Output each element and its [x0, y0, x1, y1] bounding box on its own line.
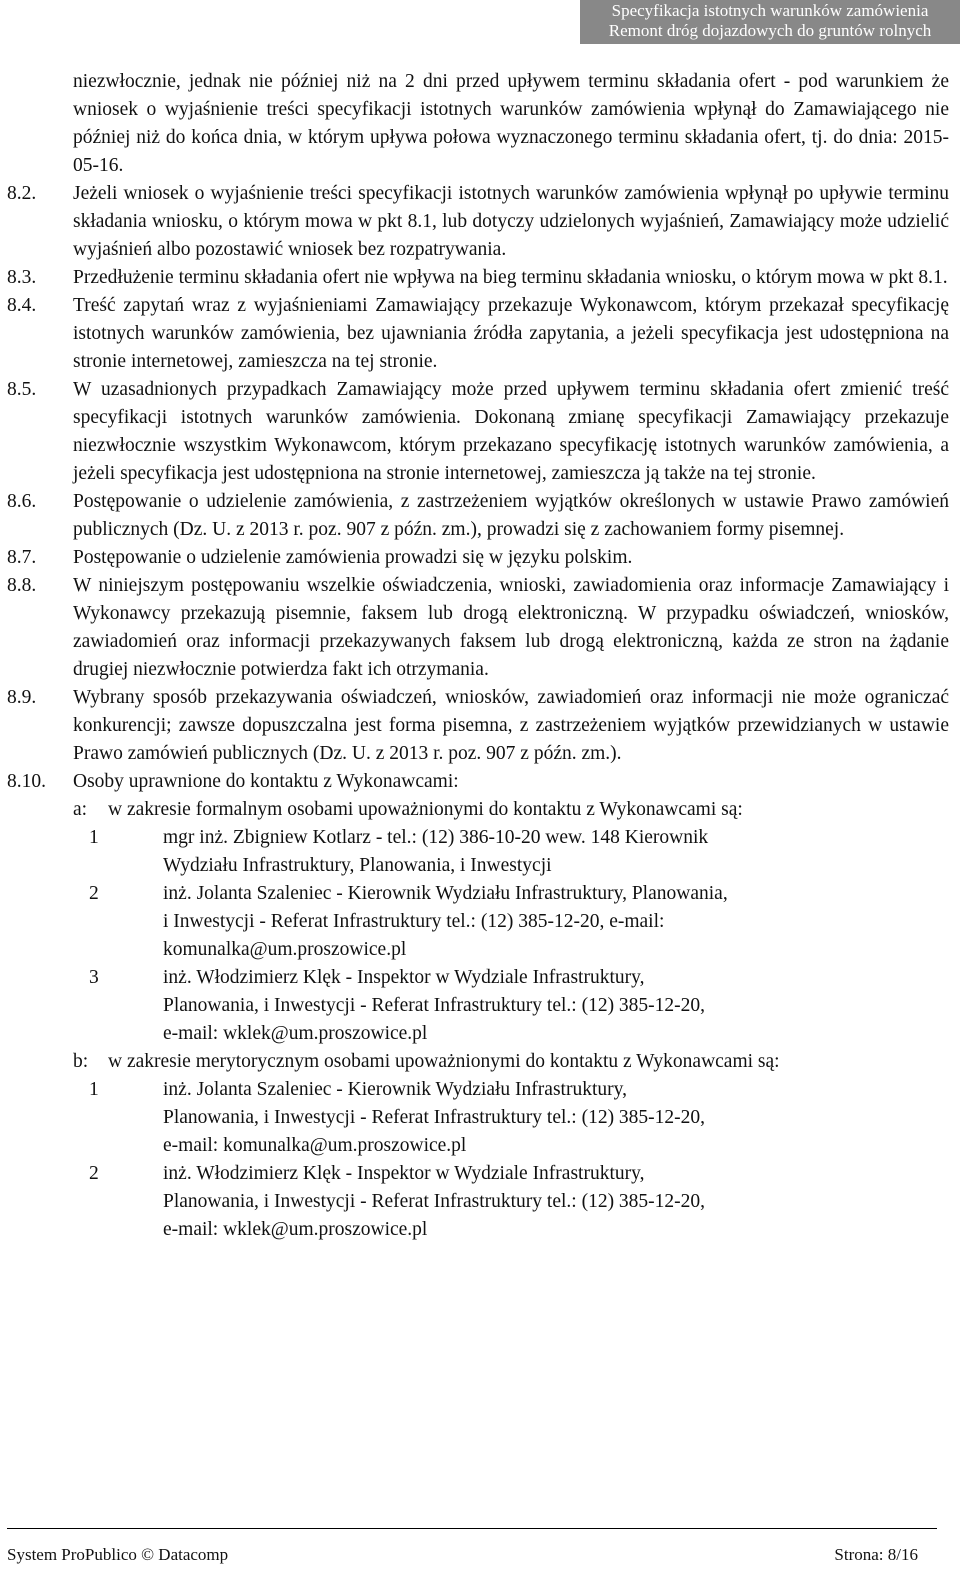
- item-8-7: [0, 544, 949, 572]
- item-8-9: [0, 684, 949, 768]
- item-number: 8.9.: [7, 687, 37, 708]
- item-number: 8.10.: [7, 771, 46, 792]
- continuation-paragraph: niezwłocznie, jednak nie później niż na 2 dni przed upływem terminu składania ofert - pod warunkiem że wniosek o wyjaśnienie treści specyfikacji istotnych warunków zamówienia wpłynął do Zamawiającego nie później niż do końca dnia, w którym upływa połowa wyznaczonego terminu składania ofert, tj. do dnia: 2015-05-16.: [73, 71, 949, 176]
- item-text: Wybrany sposób przekazywania oświadczeń, wniosków, zawiadomień oraz informacji nie może ograniczać konkurencji; zawsze dopuszczalna jest forma pisemna, z zastrzeżeniem wyjątków przewidzianych w ustawie Prawo zamówień publicznych (Dz. U. z 2013 r. poz. 907 z późn. zm.).: [73, 687, 949, 764]
- subsection-letter: b:: [73, 1051, 89, 1072]
- header-subtitle: Remont dróg dojazdowych do gruntów rolnych: [608, 21, 932, 40]
- item-8-3: [0, 264, 949, 292]
- item-text: Treść zapytań wraz z wyjaśnieniami Zamawiający przekazuje Wykonawcom, którym przekazał specyfikację istotnych warunków zamówienia, bez ujawniania źródła zapytania, a jeżeli specyfikacja jest udostępniona na stronie internetowej, zamieszcza na tej stronie.: [73, 295, 949, 372]
- person-line: Planowania, i Inwestycji - Referat Infrastruktury tel.: (12) 385-12-20,: [163, 995, 706, 1016]
- item-text: Jeżeli wniosek o wyjaśnienie treści specyfikacji istotnych warunków zamówienia wpłynął po upływie terminu składania wniosku, o którym mowa w pkt 8.1, lub dotyczy udzielonych wyjaśnień, Zamawiający może udzielić wyjaśnień albo pozostawić wniosek bez rozpatrywania.: [73, 183, 949, 260]
- person-line: Wydziału Infrastruktury, Planowania, i Inwestycji: [163, 855, 552, 876]
- contact-person: [0, 880, 949, 964]
- footer-copyright: System ProPublico © Datacomp: [7, 1545, 229, 1564]
- item-number: 8.3.: [7, 267, 37, 288]
- person-line: inż. Jolanta Szaleniec - Kierownik Wydziału Infrastruktury,: [163, 1079, 627, 1100]
- item-text: Postępowanie o udzielenie zamówienia prowadzi się w języku polskim.: [73, 547, 633, 568]
- contact-person: [0, 964, 949, 1048]
- person-line: Planowania, i Inwestycji - Referat Infrastruktury tel.: (12) 385-12-20,: [163, 1107, 706, 1128]
- person-number: 1: [89, 1079, 99, 1100]
- person-line: i Inwestycji - Referat Infrastruktury tel.: (12) 385-12-20, e-mail:: [163, 911, 665, 932]
- subsection-b: [0, 1048, 949, 1076]
- person-number: 1: [89, 827, 99, 848]
- item-number: 8.8.: [7, 575, 37, 596]
- person-number: 2: [89, 883, 99, 904]
- item-number: 8.4.: [7, 295, 37, 316]
- person-email: e-mail: wklek@um.proszowice.pl: [163, 1219, 428, 1240]
- subsection-text: w zakresie merytorycznym osobami upoważnionymi do kontaktu z Wykonawcami są:: [108, 1051, 780, 1072]
- subsection-text: w zakresie formalnym osobami upoważnionymi do kontaktu z Wykonawcami są:: [108, 799, 743, 820]
- contact-person: [0, 824, 949, 880]
- person-number: 3: [89, 967, 99, 988]
- header-title: Specyfikacja istotnych warunków zamówienia: [611, 1, 929, 20]
- page-header: [0, 0, 960, 44]
- person-line: mgr inż. Zbigniew Kotlarz - tel.: (12) 386-10-20 wew. 148 Kierownik: [163, 827, 709, 848]
- subsection-a: [0, 796, 949, 824]
- item-8-10: [0, 768, 949, 796]
- person-line: Planowania, i Inwestycji - Referat Infrastruktury tel.: (12) 385-12-20,: [163, 1191, 706, 1212]
- item-text: W uzasadnionych przypadkach Zamawiający może przed upływem terminu składania ofert zmienić treść specyfikacji istotnych warunków zamówienia. Dokonaną zmianę specyfikacji Zamawiający przekazuje niezwłocznie wszystkim Wykonawcom, którym przekazano specyfikację istotnych warunków zamówienia, a jeżeli specyfikacja jest udostępniona na stronie internetowej, zamieszcza ją także na tej stronie.: [73, 379, 949, 484]
- item-8-6: [0, 488, 949, 544]
- item-8-2: [0, 180, 949, 264]
- item-text: Przedłużenie terminu składania ofert nie wpływa na bieg terminu składania wniosku, o którym mowa w pkt 8.1.: [73, 267, 948, 288]
- item-text: Osoby uprawnione do kontaktu z Wykonawcami:: [73, 771, 459, 792]
- document-body: [0, 68, 960, 1244]
- contact-person: [0, 1076, 949, 1160]
- item-text: Postępowanie o udzielenie zamówienia, z zastrzeżeniem wyjątków określonych w ustawie Prawo zamówień publicznych (Dz. U. z 2013 r. poz. 907 z późn. zm.), prowadzi się z zachowaniem formy pisemnej.: [73, 491, 949, 540]
- person-email: e-mail: wklek@um.proszowice.pl: [163, 1023, 428, 1044]
- person-line: inż. Włodzimierz Klęk - Inspektor w Wydziale Infrastruktury,: [163, 967, 645, 988]
- item-number: 8.7.: [7, 547, 37, 568]
- item-number: 8.6.: [7, 491, 37, 512]
- person-line: inż. Jolanta Szaleniec - Kierownik Wydziału Infrastruktury, Planowania,: [163, 883, 728, 904]
- item-text: W niniejszym postępowaniu wszelkie oświadczenia, wnioski, zawiadomienia oraz informacje Zamawiający i Wykonawcy przekazują pisemnie, faksem lub drogą elektroniczną. W przypadku oświadczeń, wniosków, zawiadomień oraz informacji przekazywanych faksem lub drogą elektroniczną, każda ze stron na żądanie drugiej niezwłocznie potwierdza fakt ich otrzymania.: [73, 575, 949, 680]
- contact-person: [0, 1160, 949, 1244]
- item-number: 8.5.: [7, 379, 37, 400]
- item-number: 8.2.: [7, 183, 37, 204]
- person-number: 2: [89, 1163, 99, 1184]
- item-8-4: [0, 292, 949, 376]
- person-email: komunalka@um.proszowice.pl: [163, 939, 407, 960]
- person-line: inż. Włodzimierz Klęk - Inspektor w Wydziale Infrastruktury,: [163, 1163, 645, 1184]
- item-8-8: [0, 572, 949, 684]
- page-number: Strona: 8/16: [834, 1545, 918, 1564]
- person-email: e-mail: komunalka@um.proszowice.pl: [163, 1135, 467, 1156]
- subsection-letter: a:: [73, 799, 88, 820]
- item-8-5: [0, 376, 949, 488]
- footer-divider: [7, 1528, 937, 1529]
